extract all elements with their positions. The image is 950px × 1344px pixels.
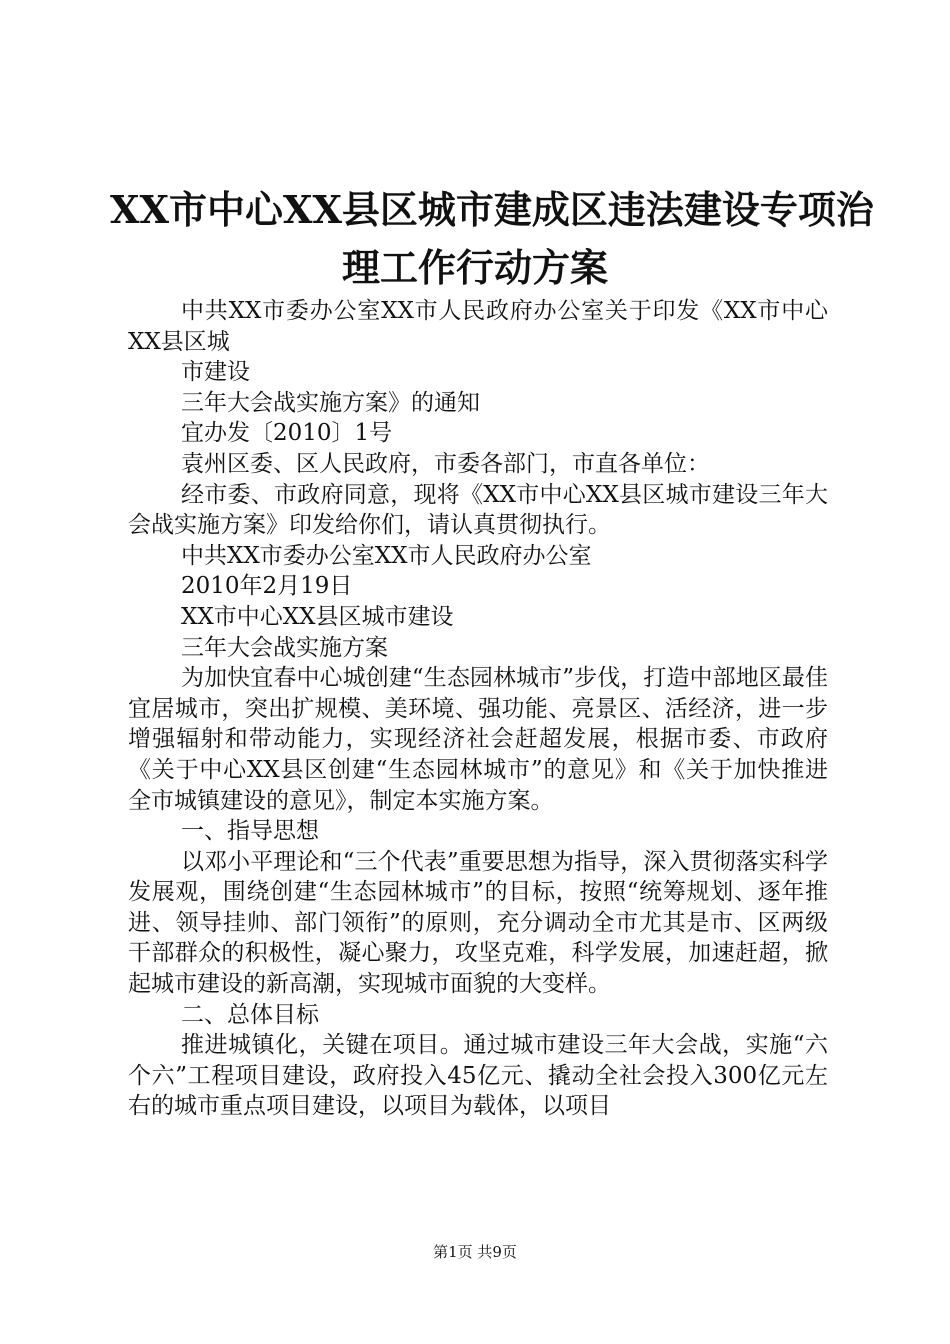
paragraph: 为加快宜春中心城创建“生态园林城市”步伐，打造中部地区最佳宜居城市，突出扩规模、美环境、强功能、亮景区、活经济，进一步增强辐射和带动能力，实现经济社会赶超发展，根据市委、市政府《关于中心XX县区创建“生态园林城市”的意见》和《关于加快推进全市城镇建设的意见》，制定本实施方案。	[128, 665, 828, 814]
paragraph: 三年大会战实施方案	[181, 634, 388, 661]
paragraph: 中共XX市委办公室XX市人民政府办公室关于印发《XX市中心XX县区城	[128, 298, 828, 355]
paragraph: 经市委、市政府同意，现将《XX市中心XX县区城市建设三年大会战实施方案》印发给你们，请认真贯彻执行。	[128, 481, 828, 539]
paragraph: 2010年2月19日	[181, 573, 353, 600]
paragraph: 袁州区委、区人民政府，市委各部门，市直各单位：	[181, 450, 710, 477]
paragraph: 推进城镇化，关键在项目。通过城市建设三年大会战，实施“六个六”工程项目建设，政府投入45亿元、撬动全社会投入300亿元左右的城市重点项目建设，以项目为载体，以项目	[128, 1032, 828, 1120]
paragraph: 市建设	[181, 359, 250, 386]
paragraph: 中共XX市委办公室XX市人民政府办公室	[181, 542, 592, 569]
paragraph: XX市中心XX县区城市建设	[181, 603, 454, 630]
paragraph: 三年大会战实施方案》的通知	[181, 389, 480, 416]
paragraph: 宜办发〔2010〕1号	[181, 420, 393, 447]
section-heading: 二、总体目标	[181, 1001, 319, 1028]
section-heading: 一、指导思想	[181, 818, 319, 845]
document-body	[128, 296, 828, 1122]
document-title-line-2: 理工作行动方案	[341, 245, 608, 290]
paragraph: 以邓小平理论和“三个代表”重要思想为指导，深入贯彻落实科学发展观，围绕创建“生态园林城市”的目标，按照“统筹规划、逐年推进、领导挂帅、部门领衔”的原则，充分调动全市尤其是市、区两级干部群众的积极性，凝心聚力，攻坚克难，科学发展，加速赶超，掀起城市建设的新高潮，实现城市面貌的大变样。	[128, 848, 828, 998]
page-number-footer: 第1页 共9页	[433, 1243, 517, 1261]
document-title-line-1: XX市中心XX县区城市建成区违法建设专项治	[110, 187, 874, 232]
